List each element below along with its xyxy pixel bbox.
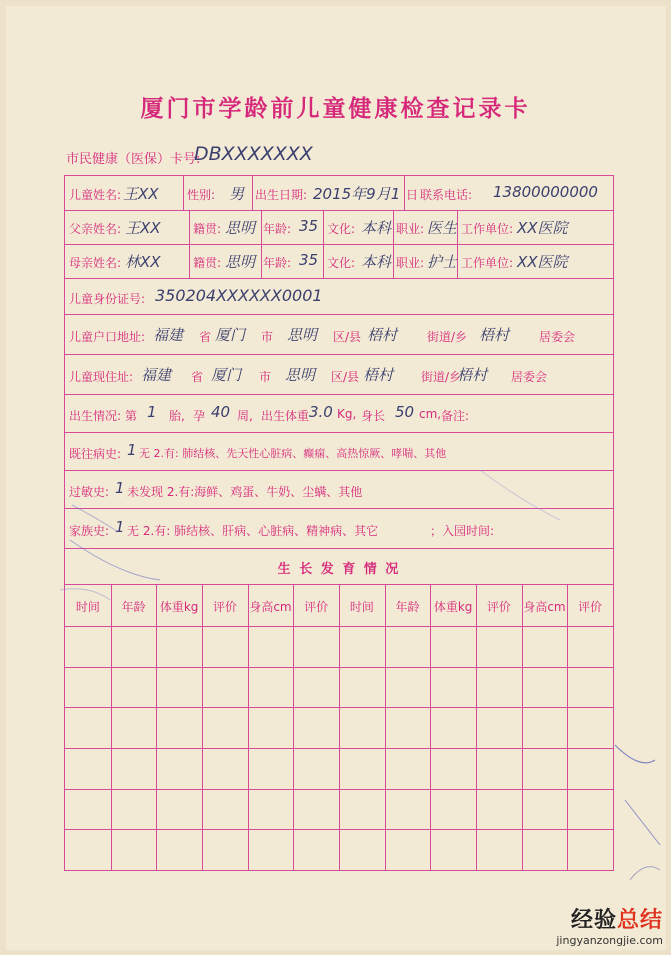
mother-job-value: 护士 bbox=[427, 253, 458, 271]
card-number-value: DBXXXXXXX bbox=[194, 143, 313, 165]
mother-origin-value: 思明 bbox=[225, 253, 256, 271]
dob-label: 出生日期: bbox=[255, 188, 308, 202]
growth-column-header: 体重kg bbox=[433, 600, 473, 614]
allergy-mark: 1 bbox=[115, 479, 125, 497]
household-province: 福建 bbox=[153, 326, 184, 344]
father-age-value: 35 bbox=[299, 217, 319, 235]
birth-weeks-value: 40 bbox=[211, 403, 231, 421]
current-province: 福建 bbox=[141, 366, 172, 384]
child-name-value: 王XX bbox=[123, 185, 159, 203]
current-street: 梧村 bbox=[363, 366, 394, 384]
family-mark: 1 bbox=[115, 518, 125, 536]
current-district: 思明 bbox=[285, 366, 316, 384]
father-name-value: 王XX bbox=[125, 219, 161, 237]
mother-name-label: 母亲姓名: bbox=[69, 256, 122, 270]
growth-column-header: 评价 bbox=[212, 600, 237, 614]
growth-column-header: 年龄 bbox=[121, 600, 146, 614]
growth-section-title: 生 长 发 育 情 况 bbox=[277, 562, 401, 577]
card-title: 厦门市学龄前儿童健康检查记录卡 bbox=[140, 96, 531, 122]
current-community: 梧村 bbox=[457, 366, 488, 384]
allergy-label: 过敏史: bbox=[69, 485, 110, 499]
allergy-options: 未发现 2.有:海鲜、鸡蛋、牛奶、尘螨、其他 bbox=[127, 485, 363, 499]
card-number-label: 市民健康（医保）卡号: bbox=[66, 152, 201, 167]
growth-column-header: 体重kg bbox=[159, 600, 199, 614]
dob-suffix: 日 bbox=[406, 188, 419, 202]
history-mark: 1 bbox=[127, 441, 137, 459]
dob-value: 2015年9月1 bbox=[313, 185, 401, 203]
birth-length-value: 50 bbox=[395, 403, 415, 421]
family-label: 家族史: bbox=[69, 524, 110, 538]
id-label: 儿童身份证号: bbox=[69, 292, 146, 306]
father-age-label: 年龄: bbox=[263, 222, 292, 236]
mother-work-value: XX医院 bbox=[517, 253, 568, 271]
father-job-value: 医生 bbox=[427, 219, 458, 237]
household-label: 儿童户口地址: bbox=[69, 330, 146, 344]
current-address-row: 儿童现住址: 福建 省 厦门 市 思明 区/县 梧村 街道/乡 梧村 居委会 bbox=[65, 354, 613, 395]
growth-column-header: 评价 bbox=[304, 600, 329, 614]
father-job-label: 职业: bbox=[396, 222, 425, 236]
history-label: 既往病史: bbox=[69, 447, 122, 461]
site-watermark bbox=[556, 903, 663, 947]
sex-label: 性别: bbox=[187, 188, 216, 202]
watermark-main: 经验总结 bbox=[570, 908, 663, 933]
father-edu-label: 文化: bbox=[327, 222, 356, 236]
growth-column-header: 评价 bbox=[578, 600, 603, 614]
growth-column-header: 年龄 bbox=[395, 600, 420, 614]
mother-age-label: 年龄: bbox=[263, 256, 292, 270]
father-origin-value: 思明 bbox=[225, 219, 256, 237]
household-row: 儿童户口地址: 福建 省 厦门 市 思明 区/县 梧村 街道/乡 梧村 居委会 bbox=[65, 314, 613, 355]
father-edu-value: 本科 bbox=[361, 219, 392, 237]
family-options: 无 2.有: 肺结核、肝病、心脏病、精神病、其它 bbox=[127, 524, 379, 538]
birth-row: 出生情况: 第 1 胎, 孕 40 周, 出生体重 3.0 Kg, 身长 50 cm, 备注: bbox=[65, 394, 613, 433]
mother-name-value: 林XX bbox=[125, 253, 161, 271]
mother-edu-value: 本科 bbox=[361, 253, 392, 271]
entry-date-label: ；入园时间: bbox=[430, 524, 495, 538]
household-street: 梧村 bbox=[367, 326, 398, 344]
sex-value: 男 bbox=[229, 185, 245, 203]
household-district: 思明 bbox=[287, 326, 318, 344]
household-city: 厦门 bbox=[215, 326, 246, 344]
growth-column-header: 身高cm bbox=[523, 600, 566, 614]
growth-column-header: 身高cm bbox=[249, 600, 292, 614]
father-work-label: 工作单位: bbox=[461, 222, 514, 236]
growth-column-header: 评价 bbox=[486, 600, 511, 614]
father-name-label: 父亲姓名: bbox=[69, 222, 122, 236]
current-address-label: 儿童现住址: bbox=[69, 370, 134, 384]
child-name-label: 儿童姓名: bbox=[69, 188, 122, 202]
mother-origin-label: 籍贯: bbox=[193, 256, 222, 270]
id-value: 350204XXXXXX0001 bbox=[155, 286, 323, 305]
watermark-url: jingyanzongjie.com bbox=[556, 934, 663, 947]
mother-edu-label: 文化: bbox=[327, 256, 356, 270]
birth-weight-value: 3.0 bbox=[309, 403, 333, 421]
phone-value: 13800000000 bbox=[493, 183, 598, 201]
father-origin-label: 籍贯: bbox=[193, 222, 222, 236]
mother-age-value: 35 bbox=[299, 251, 319, 269]
growth-column-header: 时间 bbox=[75, 600, 100, 614]
birth-parity-value: 1 bbox=[147, 403, 157, 421]
birth-label: 出生情况: bbox=[69, 409, 122, 423]
phone-label: 联系电话: bbox=[420, 188, 473, 202]
father-work-value: XX医院 bbox=[517, 219, 568, 237]
current-city: 厦门 bbox=[211, 366, 242, 384]
history-options: 无 2.有: 肺结核、先天性心脏病、癫痫、高热惊厥、哮喘、其他 bbox=[139, 447, 447, 460]
household-community: 梧村 bbox=[479, 326, 510, 344]
mother-work-label: 工作单位: bbox=[461, 256, 514, 270]
mother-job-label: 职业: bbox=[396, 256, 425, 270]
growth-column-header: 时间 bbox=[349, 600, 374, 614]
